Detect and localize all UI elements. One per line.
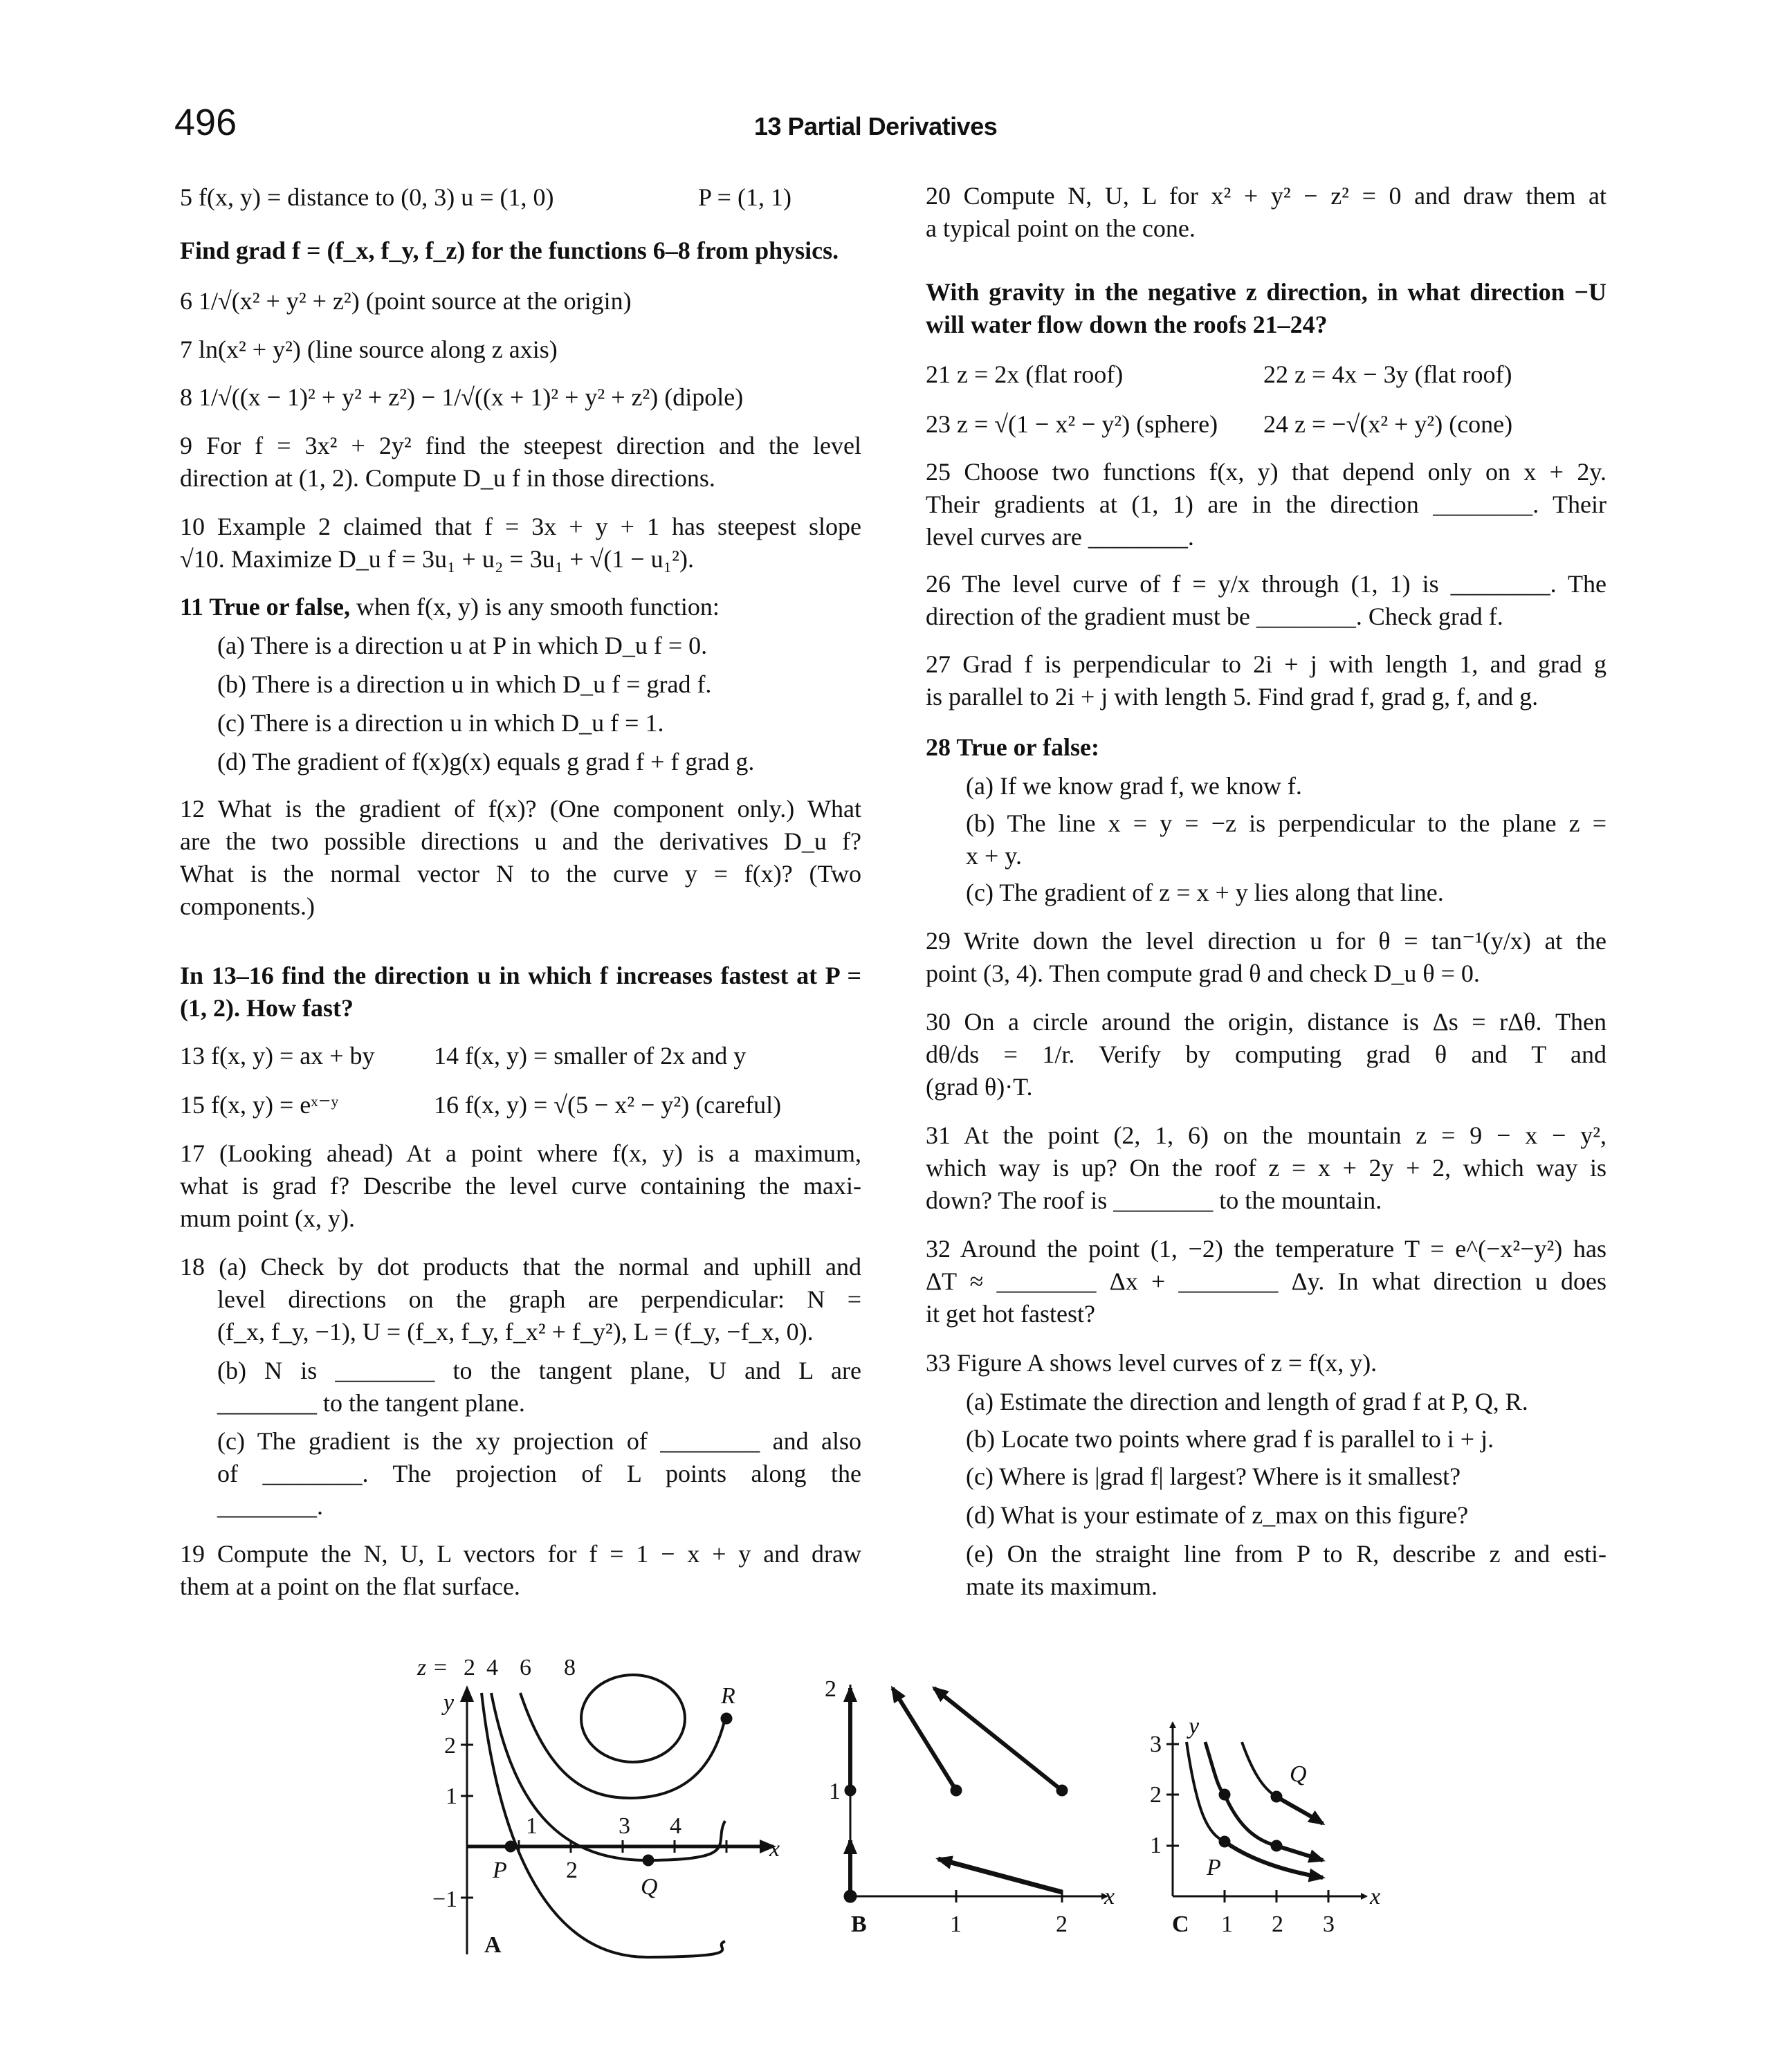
figure-b (844, 1685, 1107, 1903)
line-text: 31 At the point (2, 1, 6) on the mountain z = 9 − x − y², (926, 1121, 1606, 1150)
y-tick-label: 1 (829, 1779, 841, 1804)
gradient-arrow (938, 1859, 1062, 1892)
x-tick-label: 2 (1272, 1911, 1283, 1937)
line-text: 29 Write down the level direction u for θ = tan⁻¹(y/x) at the (926, 926, 1606, 955)
line-text: 20 Compute N, U, L for x² + y² − z² = 0 and draw them at (926, 181, 1606, 210)
exercise-lead: 28 True or false: (926, 733, 1099, 761)
line-text: (b) Locate two points where grad f is parallel to i + j. (966, 1424, 1494, 1453)
line-text: √10. Maximize D_u f = 3u₁ + u₂ = 3u₁ + √(1 − u₁²). (180, 545, 694, 574)
figure-c-label: C (1172, 1911, 1189, 1937)
line-text: (b) N is ________ to the tangent plane, U and L are (217, 1357, 861, 1385)
point-p-label: P (1207, 1855, 1221, 1880)
line-text: (c) The gradient is the xy projection of ________ and also (217, 1427, 861, 1456)
line-text: (b) The line x = y = −z is perpendicular to the plane z = (966, 809, 1606, 837)
level-curve-z8 (581, 1675, 685, 1762)
y-axis-label: y (1189, 1714, 1200, 1739)
y-tick-label: 3 (1150, 1732, 1162, 1757)
z-equals-label: z = (417, 1655, 448, 1680)
line-text: Their gradients at (1, 1) are in the direction ________. Their (926, 491, 1606, 519)
exercise-lead: 11 True or false, (180, 593, 350, 621)
line-text: 27 Grad f is perpendicular to 2i + j with length 1, and grad g (926, 650, 1606, 679)
x-axis-label: x (1104, 1884, 1115, 1909)
gradient-arrow (934, 1688, 1062, 1790)
z-level-label: 6 (520, 1655, 531, 1680)
line-text: 10 Example 2 claimed that f = 3x + y + 1 has steepest slope (180, 513, 861, 541)
line-text: which way is up? On the roof z = x + 2y + 2, which way is (926, 1154, 1606, 1182)
line-text: what is grad f? Describe the level curve containing the maxi- (180, 1171, 861, 1200)
line-text: 26 The level curve of f = y/x through (1, 1) is ________. The (926, 570, 1606, 598)
line-text: 7 ln(x² + y²) (line source along z axis) (180, 335, 558, 363)
line-text: (d) What is your estimate of z_max on this figure? (966, 1501, 1469, 1529)
line-text: 25 Choose two functions f(x, y) that depend only on x + 2y. (926, 458, 1606, 486)
x-axis-label: x (1370, 1884, 1381, 1909)
x-tick-label: 3 (1323, 1911, 1335, 1937)
line-text: x + y. (966, 841, 1022, 870)
line-text: down? The roof is ________ to the mountain. (926, 1186, 1382, 1215)
line-text: (a) If we know grad f, we know f. (966, 771, 1302, 800)
line-text: (grad θ)·T. (926, 1073, 1033, 1101)
level-curve-z6 (520, 1693, 725, 1798)
line-text: With gravity in the negative z direction, in what direction −U (926, 277, 1606, 306)
line-text: (d) The gradient of f(x)g(x) equals g grad f + f grad g. (217, 748, 755, 776)
y-axis-label: y (443, 1690, 455, 1716)
line-text: level curves are ________. (926, 523, 1194, 551)
line-text: In 13–16 find the direction u in which f increases fastest at P = (180, 961, 861, 989)
chapter-running-head: 13 Partial Derivatives (754, 112, 998, 140)
line-text: of ________. The projection of L points along the (217, 1460, 861, 1488)
figure-c (1166, 1723, 1366, 1903)
x-tick-label: 4 (670, 1813, 681, 1839)
line-text: 12 What is the gradient of f(x)? (One component only.) What (180, 794, 861, 823)
exercise-part: 24 z = −√(x² + y²) (cone) (1263, 410, 1513, 438)
line-text: is parallel to 2i + j with length 5. Find grad f, grad g, f, and g. (926, 683, 1539, 711)
line-text: (a) There is a direction u at P in which D_u f = 0. (217, 632, 708, 660)
z-level-label: 2 (464, 1655, 475, 1680)
line-text: 32 Around the point (1, −2) the temperature T = e^(−x²−y²) has (926, 1235, 1606, 1263)
line-text: Find grad f = (f_x, f_y, f_z) for the functions 6–8 from physics. (180, 236, 839, 264)
line-text: a typical point on the cone. (926, 214, 1196, 242)
exercise-part: 15 f(x, y) = eˣ⁻ʸ (180, 1091, 339, 1119)
y-tick-label: 2 (1150, 1782, 1162, 1808)
level-curve (1187, 1742, 1225, 1842)
z-level-label: 4 (486, 1655, 498, 1680)
line-text: (1, 2). How fast? (180, 993, 354, 1022)
line-text: it get hot fastest? (926, 1300, 1095, 1328)
line-text: point (3, 4). Then compute grad θ and check D_u θ = 0. (926, 959, 1480, 987)
line-text: ________ to the tangent plane. (217, 1389, 525, 1418)
line-text: 19 Compute the N, U, L vectors for f = 1 − x + y and draw (180, 1539, 861, 1568)
exercise-part: 23 z = √(1 − x² − y²) (sphere) (926, 410, 1218, 438)
line-text: 30 On a circle around the origin, distance is Δs = rΔθ. Then (926, 1008, 1606, 1036)
line-text: are the two possible directions u and the derivatives D_u f? (180, 827, 861, 855)
figure-b-label: B (851, 1911, 867, 1937)
point-r-label: R (721, 1683, 735, 1709)
point-q-label: Q (1290, 1761, 1307, 1787)
y-tick-label: 2 (444, 1733, 456, 1759)
line-text: What is the normal vector N to the curve y = f(x)? (Two (180, 859, 861, 888)
x-tick-label: 2 (1056, 1911, 1068, 1937)
y-tick-label: 1 (446, 1784, 457, 1809)
line-text: (b) There is a direction u in which D_u f = grad f. (217, 670, 712, 699)
figure-a-label: A (484, 1932, 502, 1958)
line-text: (c) The gradient of z = x + y lies along that line. (966, 879, 1444, 907)
exercise-part: 14 f(x, y) = smaller of 2x and y (434, 1041, 747, 1070)
line-text: mum point (x, y). (180, 1204, 355, 1232)
line-text: ΔT ≈ ________ Δx + ________ Δy. In what direction u does (926, 1267, 1606, 1296)
x-tick-label: 3 (619, 1813, 630, 1839)
exercise-part: 13 f(x, y) = ax + by (180, 1041, 375, 1070)
y-tick-label: 1 (1150, 1833, 1162, 1858)
line-text: 8 1/√((x − 1)² + y² + z²) − 1/√((x + 1)² + y² + z²) (dipole) (180, 383, 744, 412)
gradient-flow-arrow (1276, 1797, 1323, 1824)
line-text: (c) There is a direction u in which D_u f = 1. (217, 709, 664, 737)
line-text: (e) On the straight line from P to R, describe z and esti- (966, 1539, 1606, 1568)
line-text: 17 (Looking ahead) At a point where f(x, y) is a maximum, (180, 1139, 861, 1167)
line-text: direction of the gradient must be ________. Check grad f. (926, 603, 1503, 631)
exercise-part: 21 z = 2x (flat roof) (926, 360, 1124, 389)
exercise-part: P = (1, 1) (698, 183, 791, 211)
line-text: components.) (180, 892, 315, 920)
gradient-arrow (892, 1688, 956, 1790)
y-tick-label: 2 (825, 1676, 836, 1702)
line-text: direction at (1, 2). Compute D_u f in those directions. (180, 464, 715, 492)
x-tick-label: 1 (950, 1911, 962, 1937)
line-text: (a) Estimate the direction and length of grad f at P, Q, R. (966, 1387, 1528, 1415)
point-q-dot (643, 1855, 654, 1866)
gradient-flow-arrow (1276, 1846, 1323, 1860)
line-text: ________. (217, 1492, 323, 1521)
level-curve (1205, 1742, 1276, 1846)
line-text: 9 For f = 3x² + 2y² find the steepest direction and the level (180, 431, 861, 459)
x-tick-label: 1 (1221, 1911, 1233, 1937)
exercise-part: 22 z = 4x − 3y (flat roof) (1263, 360, 1512, 389)
point-p-label: P (493, 1858, 507, 1883)
level-curve-z2 (482, 1693, 725, 1957)
line-text: (f_x, f_y, −1), U = (f_x, f_y, f_x² + f_y²), L = (f_y, −f_x, 0). (217, 1317, 814, 1346)
line-text: 33 Figure A shows level curves of z = f(x, y). (926, 1348, 1377, 1377)
exercise-part: 5 f(x, y) = distance to (0, 3) u = (1, 0) (180, 183, 554, 211)
page-number: 496 (174, 102, 237, 143)
line-text: dθ/ds = 1/r. Verify by computing grad θ and T and (926, 1040, 1606, 1069)
line-text: will water flow down the roofs 21–24? (926, 310, 1328, 338)
z-level-label: 8 (564, 1655, 576, 1680)
line-text: 18 (a) Check by dot products that the normal and uphill and (180, 1252, 861, 1281)
point-r-dot (721, 1713, 732, 1724)
point-q-label: Q (641, 1874, 658, 1900)
line-text: level directions on the graph are perpendicular: N = (217, 1285, 861, 1313)
level-curve (1242, 1742, 1276, 1797)
line-text: (c) Where is |grad f| largest? Where is it smallest? (966, 1462, 1461, 1490)
line-text: mate its maximum. (966, 1572, 1157, 1600)
exercise-part: 16 f(x, y) = √(5 − x² − y²) (careful) (434, 1091, 782, 1119)
point-p-dot (505, 1841, 516, 1852)
x-tick-label: 1 (526, 1813, 538, 1839)
x-tick-label: 2 (566, 1858, 578, 1883)
line-text: them at a point on the flat surface. (180, 1572, 520, 1600)
x-axis-label: x (769, 1836, 780, 1862)
y-tick-label: −1 (432, 1887, 458, 1912)
figure-a (461, 1675, 773, 1957)
line-text: when f(x, y) is any smooth function: (350, 593, 720, 621)
line-text: 6 1/√(x² + y² + z²) (point source at the origin) (180, 287, 632, 315)
